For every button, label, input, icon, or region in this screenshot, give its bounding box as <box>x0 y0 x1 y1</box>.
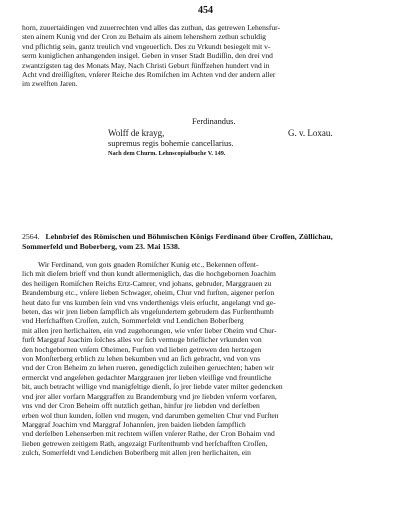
text-line: beten, das wir jren lieben ſampflich als vngeſundertem gebrudern das Furſtenthumb <box>22 307 274 317</box>
signature-ferdinand: Ferdinandus. <box>192 117 236 126</box>
text-line: vnd pflichtig sein, gantz treulich vnd vngeuerlich. Des zu Vrkundt besiegelt mit v- <box>22 41 271 51</box>
text-line: von Monſterberg erblich zu lehen bekumben vnd an ſich gebracht, vnd von vns <box>22 354 261 364</box>
signature-title: supremus regis bohemie cancellarius. <box>108 139 234 148</box>
text-line: mit allen jren herlichaiten, ein vnd zugehorungen, wie vnſer lieber Oheim vnd Chur- <box>22 325 277 335</box>
text-line: horn, zuuertaidingen vnd zuuerrechten vnd alles das zuthun, das getrewen Lehensfur- <box>22 23 281 32</box>
text-line: zwantzigsten tag des Monats May, Nach Christi Geburt fünffzehen hundert vnd in <box>22 60 270 70</box>
text-line: lieben getrewen zeitigem Rath, angezaigt Furſtenthumb vnd herſchafften Croſſen, <box>22 438 268 448</box>
text-line: ermerckt vnd angeſehen gedachter Marggrauen jrer lieben vleiſſige vnd freuntliche <box>22 372 272 382</box>
text-line: des heiligen Romiſchen Reichs Ertz-Camrer, vnd johans, gebruder, Marggrauen zu <box>22 278 272 288</box>
text-line: zulch, Somerfeldt vnd Lendichen Boberſberg mit allen jren herlichaiten, ein <box>22 448 251 458</box>
source-note: Nach dem Churm. Lehnscopialbuche V. 149. <box>108 150 226 157</box>
text-line: erben wol thun kunden, ſollen vnd mugen, vnd darumben gemelten Chur vnd Furſten <box>22 410 279 420</box>
text-line: vnd der Cron Beheim zu lehen rueren, genedigclich zuleihen geruechten; haben wir <box>22 363 275 373</box>
text-line: sten ainem Kunig vnd der Cron zu Behaim als ainem lehenshern zethun schuldig <box>22 32 266 42</box>
heading-line: Sommerfeld und Boberberg, vom 23. Mai 1538. <box>22 241 180 251</box>
text-line: Wir Ferdinand, von gots gnaden Romiſcher Kunig etc., Bekennen offent- <box>38 260 259 269</box>
text-line: furſt Marggraf Joachim ſolches alles vor ſich vermuge brieflicher vrkunden von <box>22 335 262 345</box>
text-line: den hochgebornen vnſern Oheimen, Furſten vnd lieben getrewen den hertzogen <box>22 344 262 354</box>
text-line: vnd jrer aller vorfarn Marggraffen zu Brandemburg vnd jre liebden vnſerm vorfaren, <box>22 391 277 401</box>
text-line: lich mit dieſem brieff vnd thun kundt allermeniglich, das die hochgebornen Joachim <box>22 269 276 279</box>
signature-wolff: Wolff de krayg, <box>108 128 165 138</box>
text-line: heut dato fur vns kumben ſein vnd vns vnderthenigs vleis erſucht, angelangt vnd ge- <box>22 297 276 307</box>
text-line: serm kuniglichen anhangenden insigel. Geben in vnser Stadt Budiſſin, den drei vnd <box>22 51 273 61</box>
top-paragraph <box>22 23 390 89</box>
text-line: Acht vnd dreiſſigſten, vnſerer Reiche des Romiſchen im Achten vnd der andern aller <box>22 70 276 80</box>
page-number: 454 <box>198 5 213 16</box>
text-line: Marggraf Joachim vnd Marggraf Johannſen, jren baiden liebden ſampflich <box>22 419 246 429</box>
signature-loxau: G. v. Loxau. <box>288 128 333 138</box>
text-line: bit, auch betracht willige vnd manigfeltige dienſt, ſo jrer liebde vater milter gedencken <box>22 382 283 392</box>
text-line: Brandemburg etc., vnſere lieben Schwager, oheim, Chur vnd furſten, aigener perſon <box>22 288 275 298</box>
text-line: vnd derſelben Lehenserben mit rechtem wiſſen vnſerer Rathe, der Cron Bohaim vnd <box>22 429 275 439</box>
heading-line: Lehnbrief des Römischen und Böhmischen Königs Ferdinand über Croſſen, Züllichau, <box>45 232 333 241</box>
document-number: 2564. <box>22 232 40 241</box>
text-line: vnd Herſchafften Croſſen, zulch, Sommerfeldt vnd Lendichen Boberſberg <box>22 316 244 326</box>
document-body <box>22 260 390 458</box>
text-line: vns vnd der Cron Beheim offt nutzlich gethan, hinfur jre liebden vnd derſelben <box>22 401 260 411</box>
document-heading <box>22 232 394 251</box>
text-line: im zwelften Jaren. <box>22 79 78 89</box>
